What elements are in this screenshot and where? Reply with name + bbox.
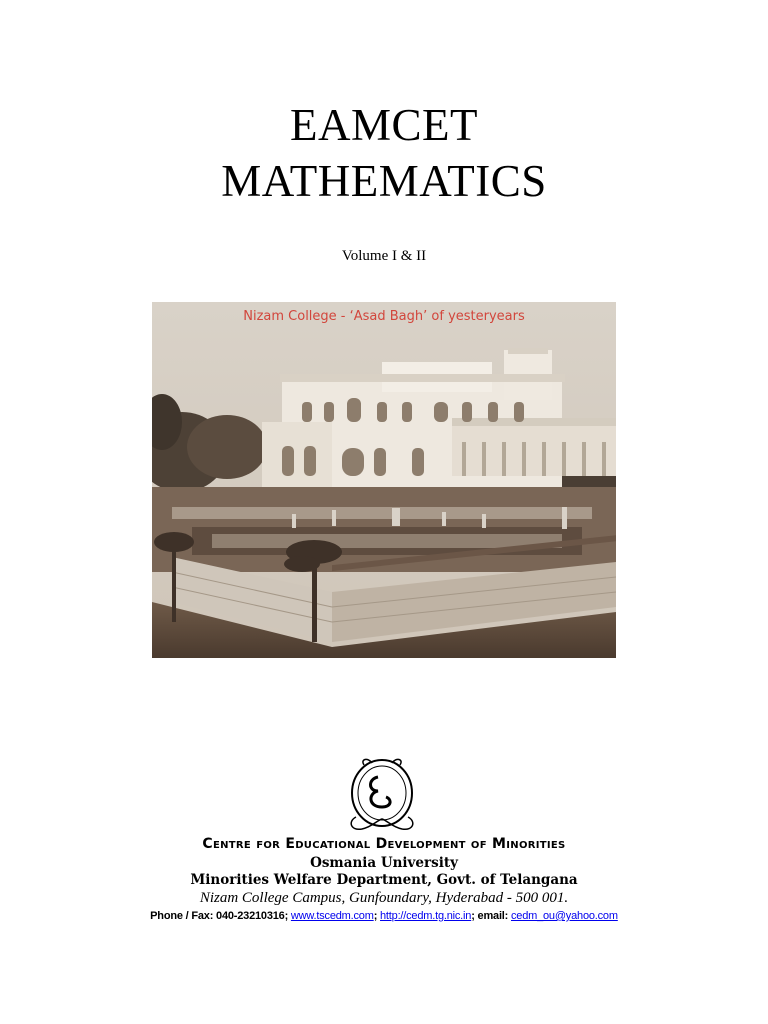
nizam-college-photo <box>152 302 616 658</box>
osmania-university-seal-icon <box>342 755 422 837</box>
address: Nizam College Campus, Gunfoundary, Hyderabad - 500 001. <box>199 890 569 906</box>
website-link[interactable]: www.tscedm.com <box>290 910 374 922</box>
title-line-2: MATHEMATICS <box>221 156 547 206</box>
phone-text: Phone / Fax: 040-23210316; <box>150 910 291 922</box>
separator: ; <box>373 910 381 922</box>
cover-photo <box>152 302 616 658</box>
email-label: ; email: <box>471 910 511 922</box>
photo-caption: Nizam College - ‘Asad Bagh’ of yesteryears <box>243 309 525 324</box>
university-name: Osmania University <box>310 855 458 871</box>
title-line-1: EAMCET <box>290 100 478 150</box>
contact-line <box>0 910 768 922</box>
volume-label: Volume I & II <box>341 248 427 264</box>
website-link-2[interactable]: http://cedm.tg.nic.in <box>380 910 472 922</box>
department-name: Minorities Welfare Department, Govt. of Telangana <box>190 872 578 888</box>
centre-name: Centre for Educational Development of Minorities <box>202 836 566 852</box>
email-link[interactable]: cedm_ou@yahoo.com <box>510 910 618 922</box>
